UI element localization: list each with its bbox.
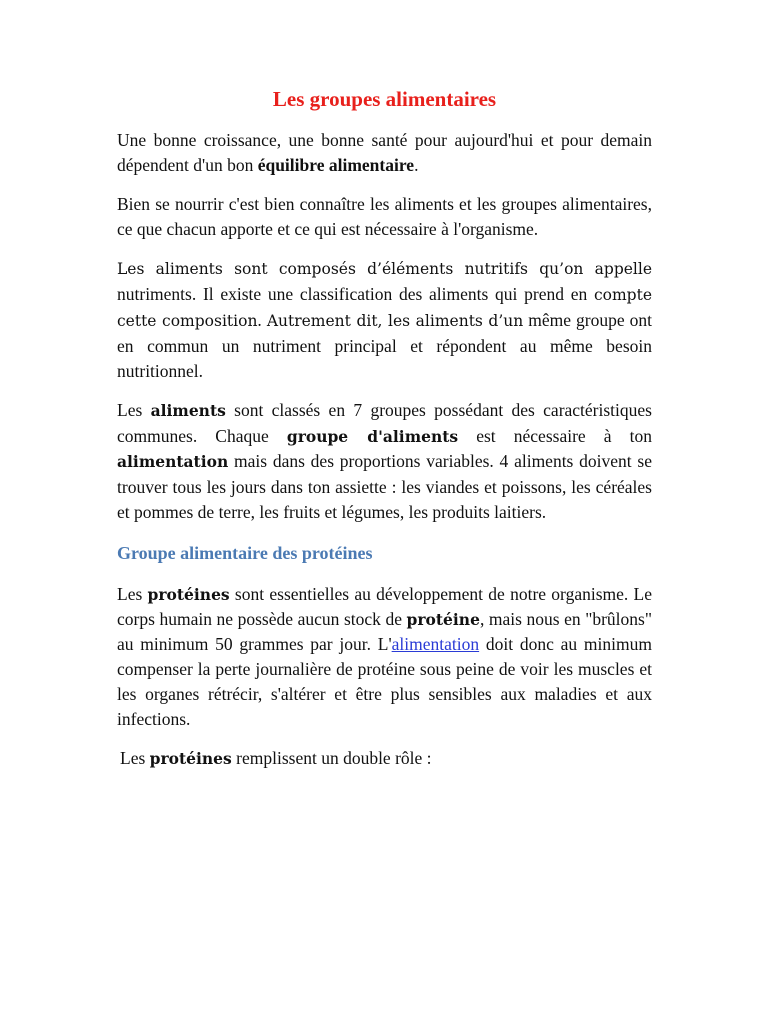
p6-segment-c: remplissent un double rôle : <box>231 747 432 768</box>
paragraph-nutriments <box>117 256 652 384</box>
p6-segment-a: Les <box>120 747 150 768</box>
bold-groupe-aliments: groupe d'aliments <box>286 426 459 446</box>
document-page <box>117 84 652 785</box>
paragraph-double-role <box>117 746 652 771</box>
p3-segment-a: Les aliments sont composés d’éléments nutritifs qu’on appelle <box>117 260 652 278</box>
p5-segment-c: sont essentielles au développement de notre organisme. Le corps humain ne possède aucun stock de <box>117 583 652 629</box>
link-alimentation[interactable]: alimentation <box>391 633 480 654</box>
p5-segment-g: doit donc au minimum compenser la perte journalière de protéine sous peine de voir les muscles et les organes rétrécir, s'altérer et être plus sensibles aux maladies et aux infections. <box>117 633 652 729</box>
bold-proteine: protéine <box>406 609 480 629</box>
p3-segment-c: compte cette composition <box>117 286 652 330</box>
document-title: Les groupes alimentaires <box>272 87 497 111</box>
bold-alimentation: alimentation <box>117 452 229 472</box>
paragraph-sept-groupes <box>117 398 652 526</box>
p3-segment-e: Autrement dit, les aliments d’un <box>266 312 524 330</box>
paragraph-proteines <box>117 582 652 732</box>
paragraph-intro-text: Une bonne croissance, une bonne santé pour aujourd'hui et pour demain dépendent d'un bon <box>117 130 652 175</box>
p4-segment-g: mais dans des proportions variables. 4 aliments doivent se trouver tous les jours dans ton assiette : les viandes et poissons, les céréales et pommes de terre, les fruits et légumes, les produits laitiers. <box>117 451 652 523</box>
paragraph-intro-end: . <box>414 155 419 175</box>
bold-proteines: protéines <box>147 584 230 604</box>
section-heading-proteines: Groupe alimentaire des protéines <box>117 542 373 563</box>
p4-segment-a: Les <box>117 400 151 420</box>
p5-segment-a: Les <box>117 583 148 604</box>
p3-segment-d: . <box>257 310 267 330</box>
p3-segment-b: nutriments. Il existe une classification des aliments qui prend en <box>117 284 594 304</box>
bold-proteines-2: protéines <box>149 748 232 768</box>
p4-segment-e: est nécessaire à ton <box>458 425 653 446</box>
bold-aliments: aliments <box>150 401 226 420</box>
bold-equilibre-alimentaire: équilibre alimentaire <box>257 155 415 175</box>
p4-segment-c: sont classés en 7 groupes possédant des caractéristiques communes. Chaque <box>117 400 652 446</box>
paragraph-intro <box>117 128 652 178</box>
p5-segment-e: , mais nous en "brûlons" au minimum 50 grammes par jour. L' <box>117 608 653 654</box>
paragraph-bien-se-nourrir: Bien se nourrir c'est bien connaître les aliments et les groupes alimentaires, ce que chacun apporte et ce qui est nécessaire à l'organisme. <box>117 194 652 239</box>
p3-segment-f: même groupe ont en commun un nutriment principal et répondent au même besoin nutritionnel. <box>117 310 653 381</box>
